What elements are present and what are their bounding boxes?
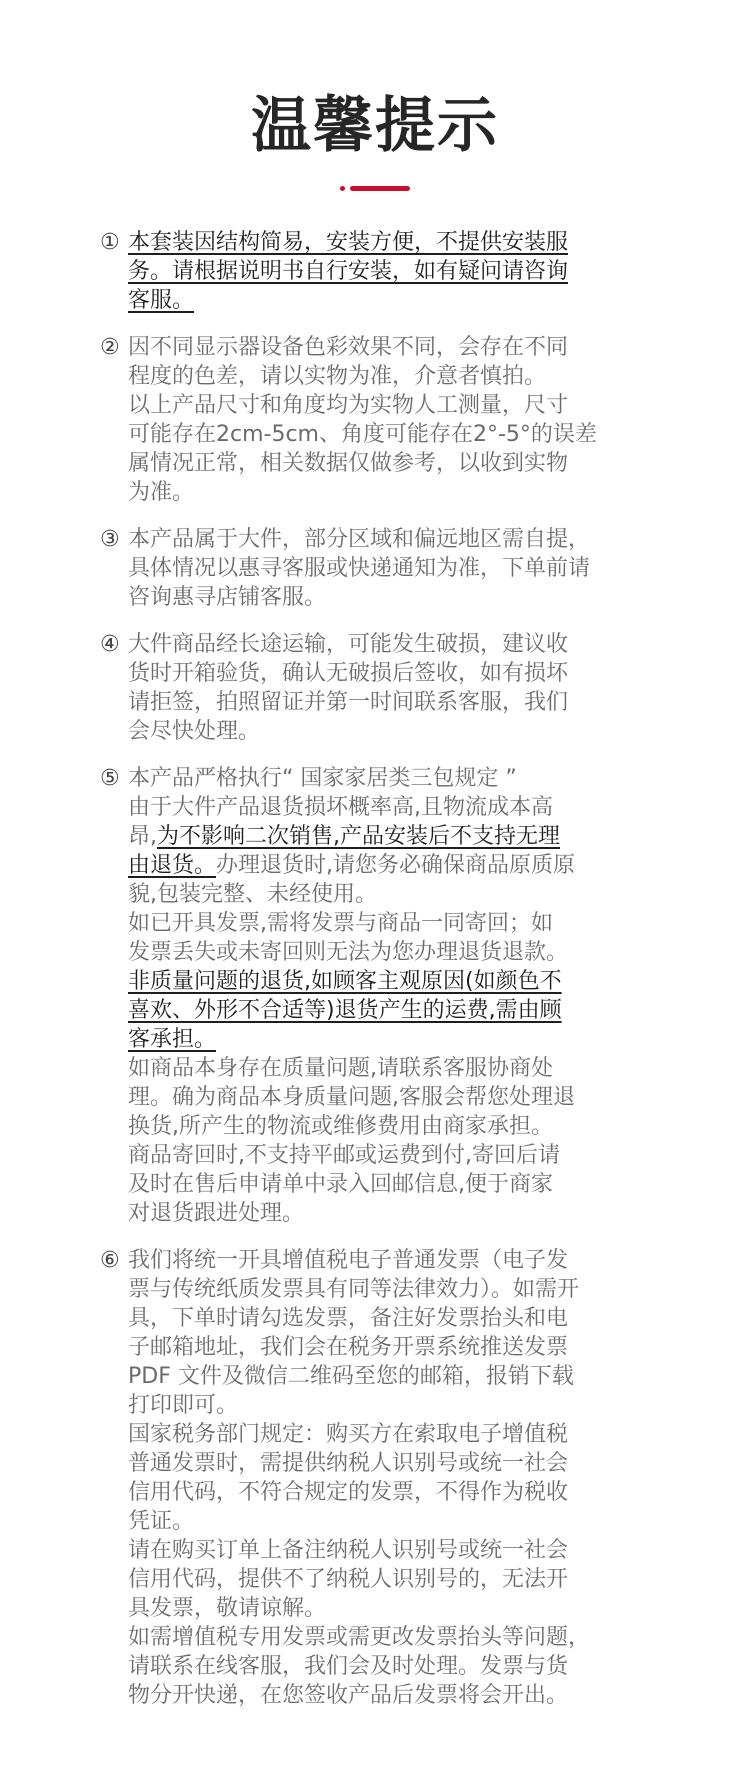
tip-line (128, 688, 670, 717)
tip-line (128, 1681, 670, 1710)
tip-line (128, 1449, 670, 1478)
tip-text: 具发票，敬请谅解。 (128, 1596, 327, 1621)
tip-line (128, 967, 670, 996)
tip-text: 具体情况以惠寻客服或快递通知为准，下单前请 (128, 556, 591, 581)
tip-body (128, 764, 670, 1228)
tip-line (128, 1420, 670, 1449)
tip-item (100, 1246, 670, 1710)
tip-text: 及时在售后申请单中录入回邮信息,便于商家 (128, 1172, 553, 1197)
tip-text: 咨询惠寻店铺客服。 (128, 585, 327, 610)
tip-item (100, 228, 670, 315)
tip-number: ⑤ (100, 766, 120, 791)
tip-line (128, 391, 670, 420)
tip-line (128, 1275, 670, 1304)
tips-list (0, 192, 750, 1710)
tip-text: 具，下单时请勾选发票，备注好发票抬头和电 (128, 1306, 569, 1331)
tip-item (100, 333, 670, 507)
tip-item (100, 630, 670, 746)
tip-text: 以上产品尺寸和角度均为实物人工测量，尺寸 (128, 393, 569, 418)
underlined-text: 由退货。 (128, 853, 217, 878)
tip-line (128, 1478, 670, 1507)
underlined-text: 务。请根据说明书自行安装，如有疑问请咨询 (128, 259, 569, 284)
tip-text: 属情况正常，相关数据仅做参考，以收到实物 (128, 451, 569, 476)
tip-text: 为准。 (128, 480, 195, 505)
tip-text: 理。确为商品本身质量问题,客服会帮您处理退 (128, 1085, 575, 1110)
tip-text: 票与传统纸质发票具有同等法律效力）。如需开 (128, 1277, 580, 1302)
tip-text: 请联系在线客服，我们会及时处理。发票与货 (128, 1654, 569, 1679)
tip-text: 子邮箱地址，我们会在税务开票系统推送发票 (128, 1335, 569, 1360)
underlined-text: 非质量问题的退货,如顾客主观原因(如颜色不 (128, 969, 562, 994)
tip-text: 办理退货时,请您务必确保商品原质原 (216, 853, 576, 878)
tip-body (128, 333, 670, 507)
tip-line (128, 583, 670, 612)
tip-text: 请拒签，拍照留证并第一时间联系客服，我们 (128, 690, 569, 715)
tip-body (128, 525, 670, 612)
tip-text: 大件商品经长途运输，可能发生破损，建议收 (128, 632, 569, 657)
tip-text: 程度的色差，请以实物为准，介意者慎拍。 (128, 364, 547, 389)
tip-line (128, 880, 670, 909)
tip-line (128, 449, 670, 478)
tip-text: 商品寄回时,不支持平邮或运费到付,寄回后请 (128, 1143, 560, 1168)
tip-text: 貌,包装完整、未经使用。 (128, 882, 377, 907)
tip-line (128, 478, 670, 507)
tip-number: ④ (100, 632, 120, 657)
tip-line (128, 1025, 670, 1054)
tip-text: 信用代码，提供不了纳税人识别号的，无法开 (128, 1567, 569, 1592)
tip-text: 可能存在2cm-5cm、角度可能存在2°-5°的误差 (128, 422, 597, 447)
page-title: 温馨提示 (251, 91, 499, 161)
tip-line (128, 851, 670, 880)
tip-body (128, 630, 670, 746)
tip-line (128, 1333, 670, 1362)
tip-number: ③ (100, 527, 120, 552)
underlined-text: 本套装因结构简易，安装方便，不提供安装服 (128, 230, 569, 255)
tip-line (128, 1083, 670, 1112)
tip-line (128, 1304, 670, 1333)
tip-text: 昂, (128, 824, 157, 849)
tip-line (128, 1362, 670, 1391)
tip-text: 因不同显示器设备色彩效果不同，会存在不同 (128, 335, 569, 360)
tip-text: 如商品本身存在质量问题,请联系客服协商处 (128, 1056, 553, 1081)
tip-line (128, 822, 670, 851)
underlined-text: 客承担。 (128, 1027, 217, 1052)
tip-line (128, 909, 670, 938)
tip-line (128, 554, 670, 583)
tip-line (128, 1199, 670, 1228)
tip-body (128, 1246, 670, 1710)
tip-line (128, 1112, 670, 1141)
tip-number: ① (100, 230, 120, 255)
tip-line (128, 525, 670, 554)
tip-line (128, 420, 670, 449)
tip-line (128, 659, 670, 688)
tip-line (128, 996, 670, 1025)
tip-line (128, 764, 670, 793)
tip-line (128, 1565, 670, 1594)
tip-number: ② (100, 335, 120, 360)
tip-text: 物分开快递，在您签收产品后发票将会开出。 (128, 1683, 569, 1708)
tip-line (128, 630, 670, 659)
tip-text: 货时开箱验货，确认无破损后签收，如有损坏 (128, 661, 569, 686)
tip-text: 由于大件产品退货损坏概率高,且物流成本高 (128, 795, 553, 820)
tip-text: 本产品严格执行“ 国家家居类三包规定 ” (128, 766, 517, 791)
tip-item (100, 525, 670, 612)
tip-line (128, 1507, 670, 1536)
tip-text: 请在购买订单上备注纳税人识别号或统一社会 (128, 1538, 569, 1563)
title-divider (0, 184, 750, 192)
tip-line (128, 1623, 670, 1652)
underlined-text: 喜欢、外形不合适等)退货产生的运费,需由顾 (128, 998, 562, 1023)
tip-line (128, 717, 670, 746)
tip-text: 国家税务部门规定：购买方在索取电子增值税 (128, 1422, 569, 1447)
tip-line (128, 1536, 670, 1565)
tip-text: 如需增值税专用发票或需更改发票抬头等问题， (128, 1625, 591, 1650)
tip-text: 本产品属于大件，部分区域和偏远地区需自提， (128, 527, 591, 552)
tip-text: 我们将统一开具增值税电子普通发票（电子发 (128, 1248, 569, 1273)
tip-line (128, 1141, 670, 1170)
tip-line (128, 228, 670, 257)
tip-line (128, 1170, 670, 1199)
tip-line (128, 286, 670, 315)
tip-body (128, 228, 670, 315)
tip-line (128, 1391, 670, 1420)
tip-text: PDF 文件及微信二维码至您的邮箱，报销下载 (128, 1364, 574, 1389)
tip-text: 打印即可。 (128, 1393, 239, 1418)
tip-text: 会尽快处理。 (128, 719, 261, 744)
tip-text: 信用代码，不符合规定的发票，不得作为税收 (128, 1480, 569, 1505)
tip-text: 普通发票时，需提供纳税人识别号或统一社会 (128, 1451, 569, 1476)
underlined-text: 客服。 (128, 288, 195, 313)
tip-line (128, 1594, 670, 1623)
tip-line (128, 1246, 670, 1275)
divider-dot (340, 186, 345, 191)
tip-line (128, 938, 670, 967)
divider-bar (350, 186, 410, 191)
tip-line (128, 793, 670, 822)
tip-line (128, 1054, 670, 1083)
tip-text: 凭证。 (128, 1509, 195, 1534)
tip-number: ⑥ (100, 1248, 120, 1273)
tip-line (128, 1652, 670, 1681)
tip-line (128, 362, 670, 391)
tip-line (128, 333, 670, 362)
tip-text: 换货,所产生的物流或维修费用由商家承担。 (128, 1114, 553, 1139)
tip-text: 对退货跟进处理。 (128, 1201, 305, 1226)
tip-item (100, 764, 670, 1228)
tip-line (128, 257, 670, 286)
underlined-text: 为不影响二次销售,产品安装后不支持无理 (157, 824, 560, 849)
tip-text: 发票丢失或未寄回则无法为您办理退货退款。 (128, 940, 569, 965)
tip-text: 如已开具发票,需将发票与商品一同寄回；如 (128, 911, 553, 936)
